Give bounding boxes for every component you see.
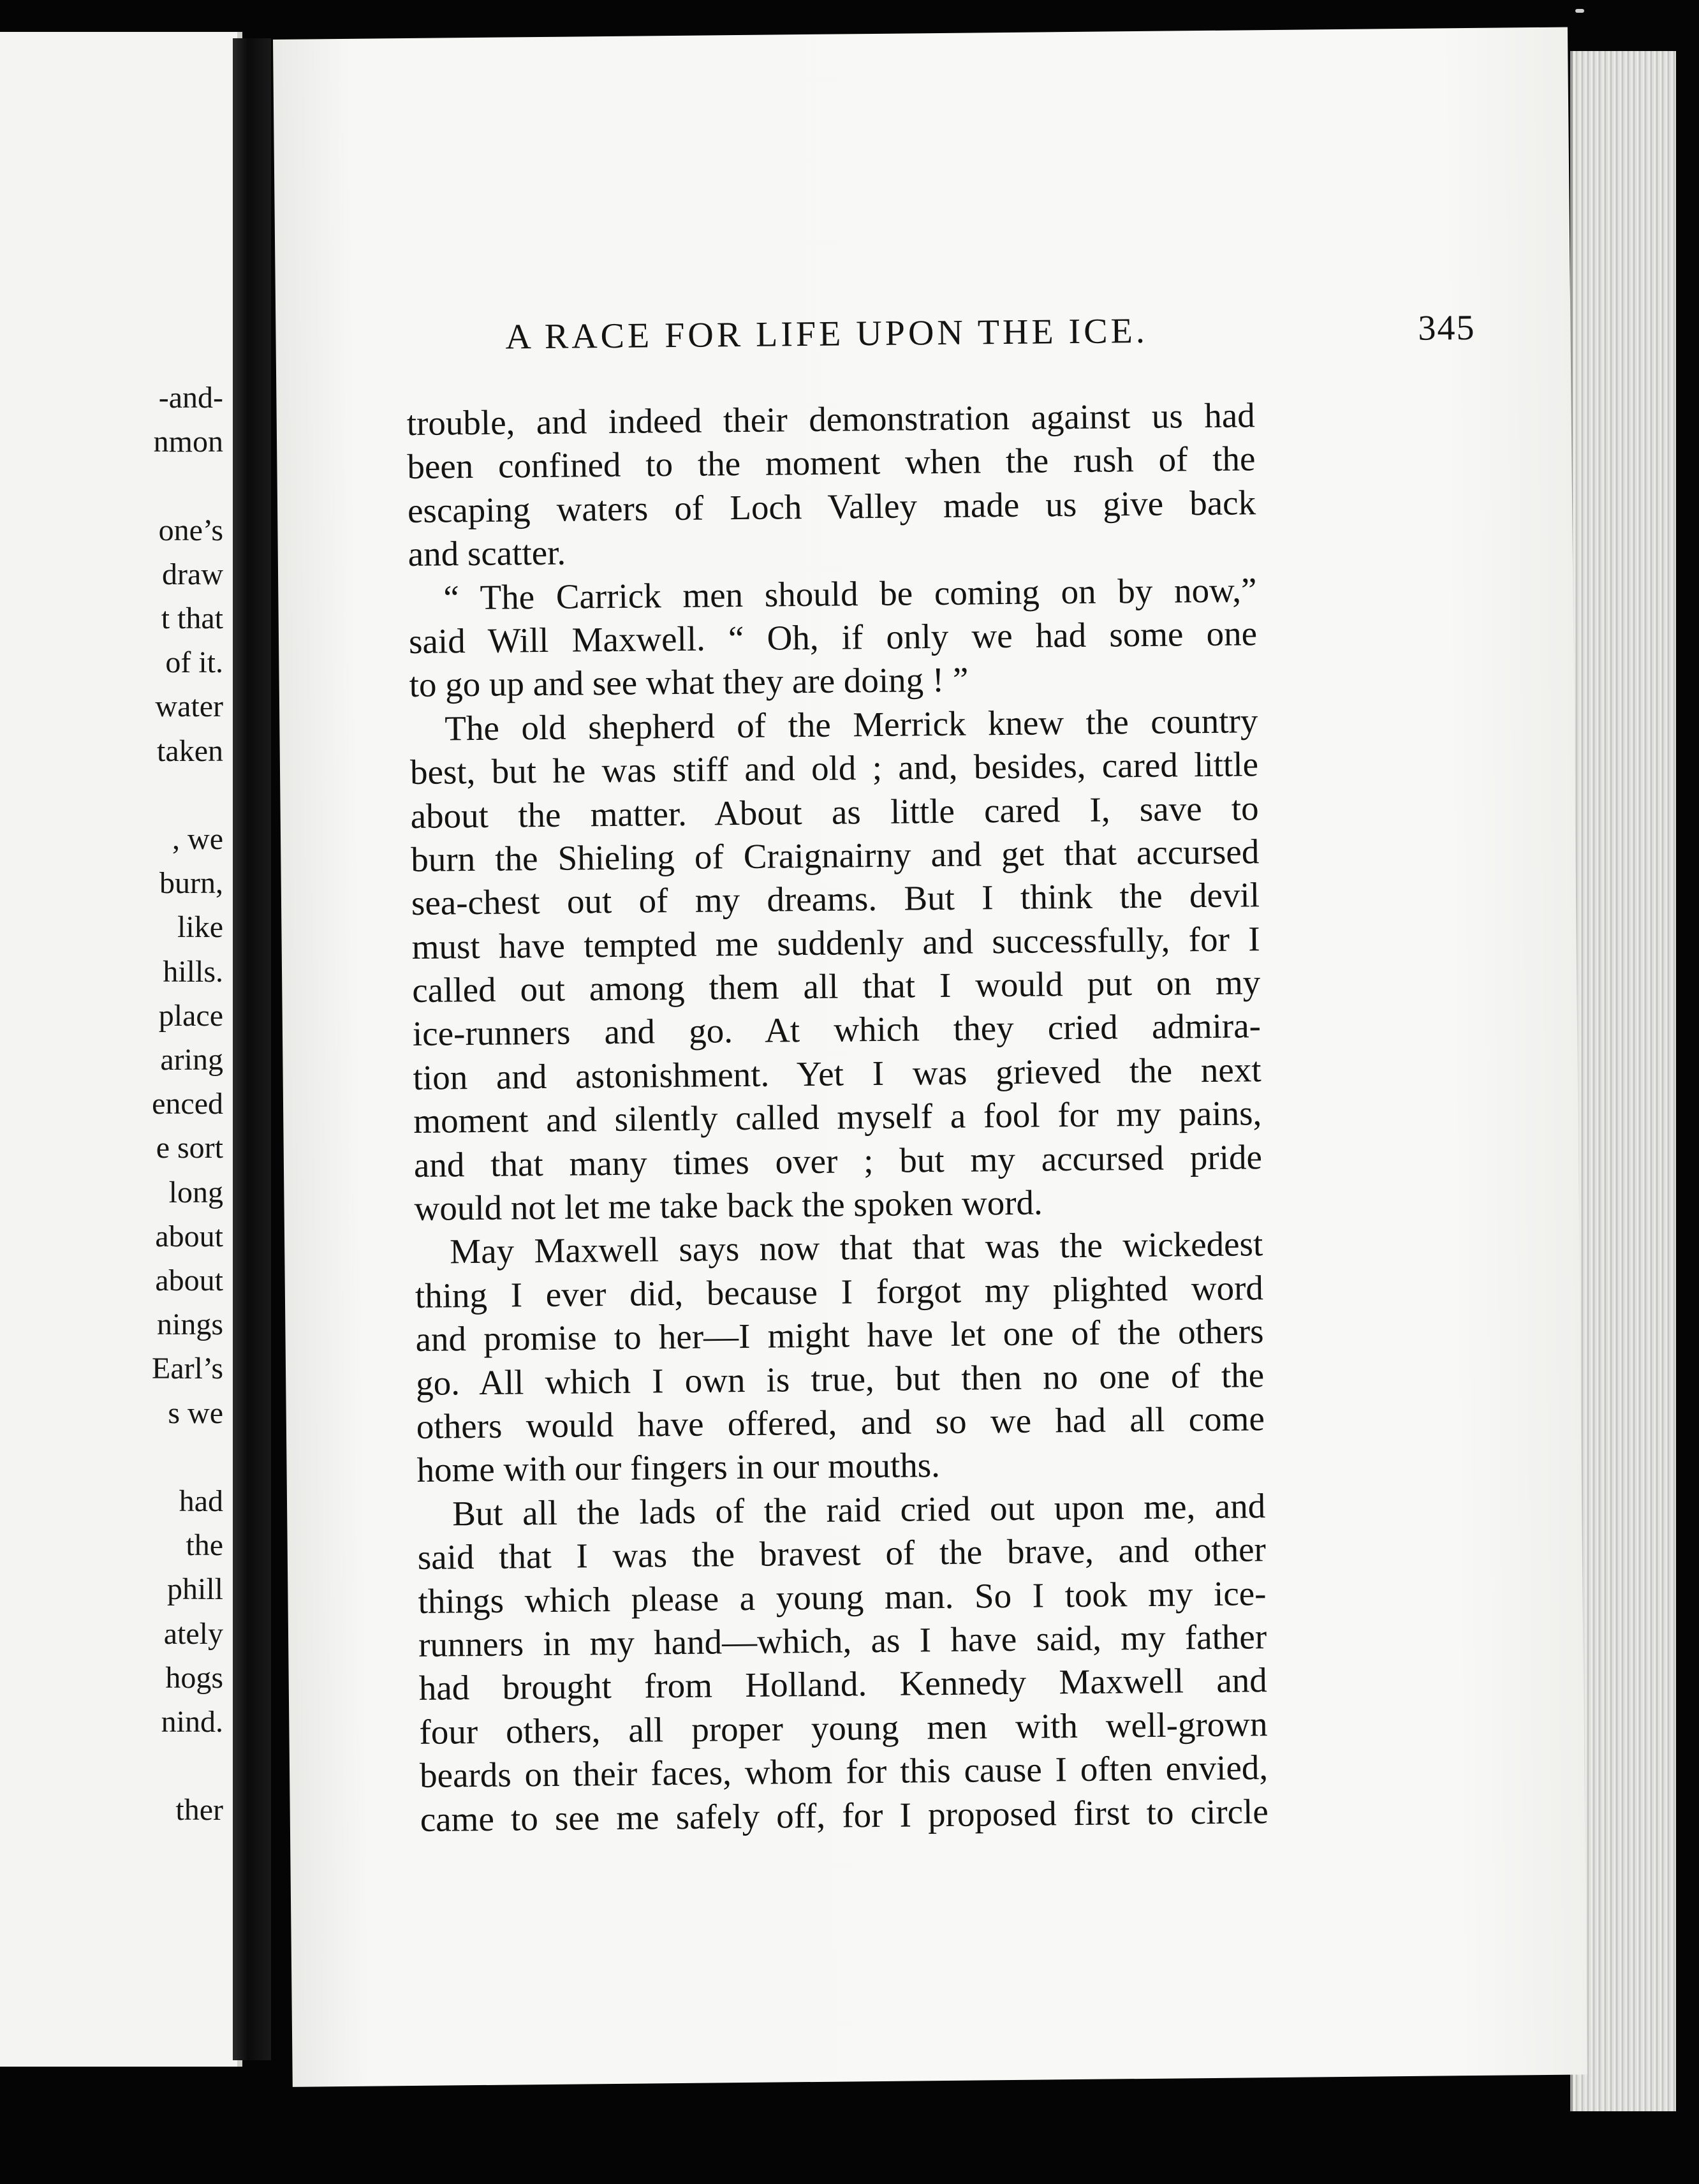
- left-page: [0, 32, 242, 2067]
- left-page-fragment: nind.: [161, 1705, 223, 1739]
- left-page-fragment: s we: [168, 1396, 223, 1430]
- running-head-title: A RACE FOR LIFE UPON THE ICE.: [505, 311, 1149, 357]
- body-line: four others, all proper young men with well-grown: [419, 1704, 1268, 1752]
- body-line: thing I ever did, because I forgot my plighted word: [415, 1267, 1264, 1315]
- left-page-fragment: taken: [157, 734, 223, 768]
- right-page: [273, 27, 1587, 2087]
- left-page-fragment: about: [155, 1219, 223, 1253]
- body-line: been confined to the moment when the rush of the: [407, 439, 1256, 487]
- left-page-fragment: like: [177, 910, 223, 945]
- body-line: sea-chest out of my dreams. But I think the devil: [411, 875, 1260, 923]
- body-line: beards on their faces, whom for this cause I often envied,: [419, 1748, 1269, 1796]
- body-line: ice-runners and go. At which they cried admira-: [412, 1006, 1261, 1054]
- left-page-fragment: e sort: [156, 1131, 223, 1165]
- body-line: about the matter. About as little cared I, save to: [410, 788, 1259, 836]
- body-line: came to see me safely off, for I proposed first to circle: [420, 1791, 1269, 1839]
- body-line: others would have offered, and so we had all come: [416, 1399, 1265, 1446]
- left-page-fragment: had: [179, 1484, 223, 1518]
- left-page-fragment: of it.: [165, 646, 223, 680]
- left-page-fragment: long: [168, 1175, 223, 1209]
- left-page-fragment: , we: [172, 822, 223, 856]
- body-line: to go up and see what they are doing ! ”: [409, 660, 969, 705]
- left-page-fragment: draw: [162, 557, 223, 591]
- left-page-fragment: ately: [163, 1616, 223, 1651]
- left-page-fragment: t that: [161, 601, 223, 635]
- body-line: must have tempted me suddenly and successfully, for I: [411, 919, 1260, 966]
- body-line: “ The Carrick men should be coming on by now,”: [443, 570, 1257, 617]
- page-number: 345: [1418, 307, 1476, 348]
- left-page-fragment: ther: [175, 1793, 223, 1827]
- body-line: and promise to her—I might have let one of the others: [415, 1311, 1264, 1359]
- left-page-fragment: Earl’s: [152, 1352, 223, 1386]
- running-head: [505, 307, 1526, 357]
- body-line: home with our fingers in our mouths.: [416, 1445, 941, 1490]
- left-page-fragment: -and-: [158, 381, 223, 415]
- body-line: trouble, and indeed their demonstration against us had: [406, 395, 1256, 443]
- body-line: would not let me take back the spoken word.: [414, 1183, 1043, 1228]
- left-page-fragment: nmon: [153, 425, 223, 459]
- left-page-fragment: enced: [152, 1087, 223, 1121]
- left-page-fragment: place: [158, 998, 223, 1033]
- left-page-fragment: burn,: [159, 866, 223, 901]
- body-line: burn the Shieling of Craignairny and get that accursed: [411, 832, 1260, 879]
- body-line: moment and silently called myself a fool for my pains,: [413, 1093, 1262, 1141]
- body-line: things which please a young man. So I took my ice-: [418, 1573, 1267, 1621]
- left-page-fragment: hogs: [165, 1660, 223, 1695]
- left-page-fragment: about: [155, 1264, 223, 1297]
- body-line: go. All which I own is true, but then no one of the: [415, 1355, 1265, 1403]
- body-line: escaping waters of Loch Valley made us give back: [407, 483, 1256, 530]
- left-page-fragment: the: [186, 1528, 223, 1563]
- body-line: May Maxwell says now that that was the wickedest: [449, 1224, 1263, 1271]
- body-line: and that many times over ; but my accursed pride: [413, 1137, 1263, 1184]
- book-gutter: [233, 38, 271, 2060]
- body-line: said Will Maxwell. “ Oh, if only we had some one: [408, 614, 1258, 661]
- left-page-fragment: water: [155, 690, 223, 724]
- left-page-fragment: hills.: [163, 954, 223, 989]
- body-line: said that I was the bravest of the brave, and other: [417, 1530, 1267, 1577]
- body-line: But all the lads of the raid cried out upon me, and: [452, 1486, 1266, 1533]
- body-line: had brought from Holland. Kennedy Maxwell and: [418, 1660, 1268, 1708]
- left-page-fragment: one’s: [158, 513, 223, 547]
- body-line: called out among them all that I would put on my: [412, 963, 1261, 1010]
- left-page-fragment: aring: [160, 1043, 223, 1077]
- body-line: The old shepherd of the Merrick knew the country: [445, 700, 1258, 748]
- body-line: and scatter.: [408, 533, 566, 574]
- left-page-fragment: phill: [166, 1572, 223, 1607]
- body-text: [406, 394, 1269, 1841]
- scan-speck: [1575, 9, 1584, 13]
- body-line: best, but he was stiff and old ; and, besides, cared little: [409, 744, 1259, 792]
- page-edge-stack: [1570, 51, 1676, 2111]
- left-page-fragment: nings: [156, 1308, 223, 1342]
- body-line: tion and astonishment. Yet I was grieved the next: [413, 1050, 1261, 1097]
- body-line: runners in my hand—which, as I have said, my father: [418, 1617, 1267, 1664]
